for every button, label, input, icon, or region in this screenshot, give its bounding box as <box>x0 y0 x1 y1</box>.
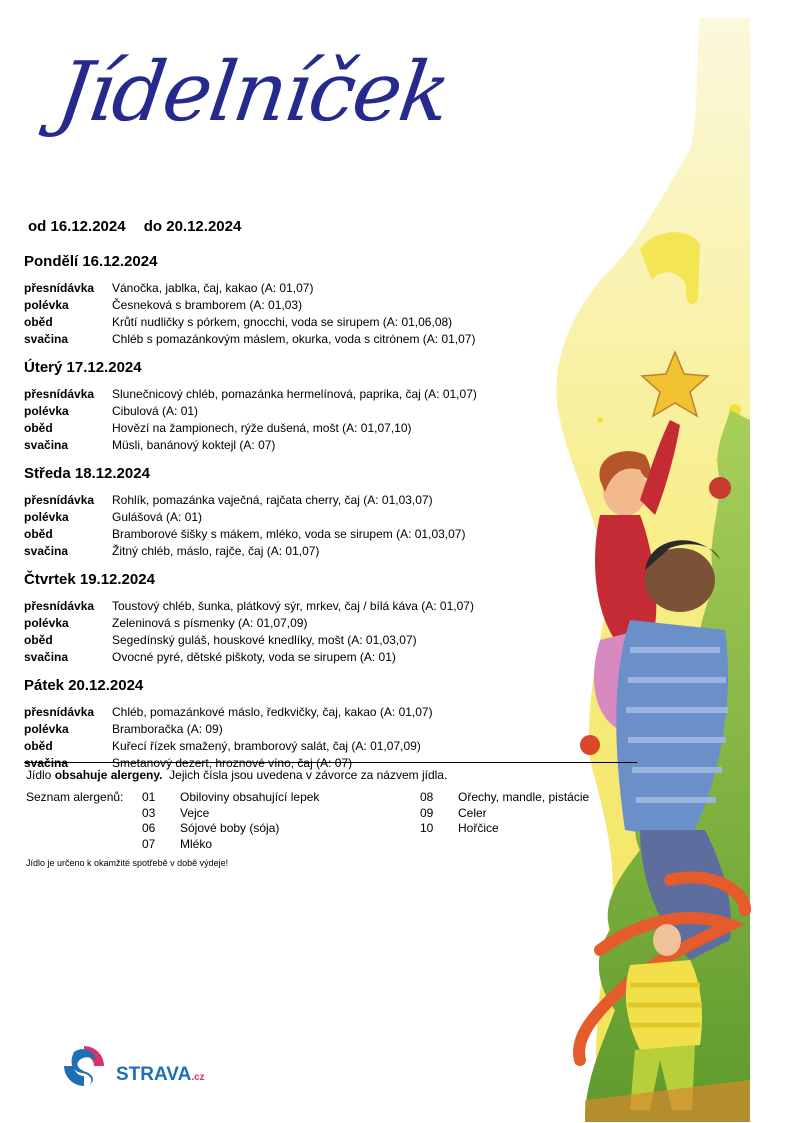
allergen-number: 10 <box>420 821 434 835</box>
notice-bold: obsahuje alergeny. <box>54 768 163 782</box>
footnote: Jídlo je určeno k okamžité spotřebě v době výdeje! <box>26 858 229 868</box>
allergen-number: 03 <box>142 805 156 820</box>
meal-label: polévka <box>24 616 69 630</box>
meal-text: Zeleninová s písmenky (A: 01,07,09) <box>112 616 308 630</box>
ornament-icon <box>709 477 731 499</box>
allergen-number: 07 <box>142 836 156 851</box>
allergen-number: 09 <box>420 805 434 820</box>
allergen-item <box>142 821 319 837</box>
allergen-list-label: Seznam alergenů: <box>26 790 124 804</box>
meal-row <box>24 420 584 437</box>
meal-label: oběd <box>24 739 53 753</box>
meal-label: polévka <box>24 298 69 312</box>
meal-text: Cibulová (A: 01) <box>112 404 199 418</box>
day-title: Čtvrtek 19.12.2024 <box>24 571 155 588</box>
meal-row <box>24 314 584 331</box>
meal-label: polévka <box>24 510 69 524</box>
day-title: Středa 18.12.2024 <box>24 465 150 482</box>
meal-row <box>24 738 584 755</box>
allergen-name: Sójové boby (sója) <box>180 821 280 835</box>
meal-row <box>24 331 584 348</box>
meal-text: Krůtí nudličky s pórkem, gnocchi, voda se sirupem (A: 01,06,08) <box>112 315 453 329</box>
day-title: Pondělí 16.12.2024 <box>24 253 158 270</box>
allergen-item <box>420 790 589 806</box>
meal-text: Slunečnicový chléb, pomazánka hermelínová, paprika, čaj (A: 01,07) <box>112 387 477 401</box>
child-bottom-head <box>653 924 681 956</box>
allergen-number: 08 <box>420 790 434 804</box>
meal-label: přesnídávka <box>24 281 95 295</box>
meal-text: Toustový chléb, šunka, plátkový sýr, mrkev, čaj / bílá káva (A: 01,07) <box>112 599 474 613</box>
meal-label: svačina <box>24 650 69 664</box>
meal-text: Bramborové šišky s mákem, mléko, voda se sirupem (A: 01,03,07) <box>112 527 466 541</box>
weekly-menu <box>24 252 584 782</box>
splash-dot-3 <box>597 417 603 423</box>
allergen-number: 01 <box>142 790 156 804</box>
meal-label: přesnídávka <box>24 599 95 613</box>
meal-row <box>24 543 584 560</box>
allergen-name: Obiloviny obsahující lepek <box>180 790 320 804</box>
day-title: Úterý 17.12.2024 <box>24 359 142 376</box>
meal-text: Gulášová (A: 01) <box>112 510 203 524</box>
meal-label: svačina <box>24 332 69 346</box>
meal-row <box>24 403 584 420</box>
meal-label: přesnídávka <box>24 387 95 401</box>
meal-row <box>24 437 584 454</box>
day-section-wednesday <box>24 464 584 560</box>
meal-text: Ovocné pyré, dětské piškoty, voda se sirupem (A: 01) <box>112 650 396 664</box>
allergen-column-left <box>142 790 319 852</box>
allergen-name: Hořčice <box>458 821 499 835</box>
date-range <box>28 218 255 235</box>
meal-label: přesnídávka <box>24 493 95 507</box>
meal-label: polévka <box>24 404 69 418</box>
meal-label: oběd <box>24 633 53 647</box>
meal-text: Chléb s pomazánkovým máslem, okurka, voda s citrónem (A: 01,07) <box>112 332 476 346</box>
meal-text: Rohlík, pomazánka vaječná, rajčata cherry, čaj (A: 01,03,07) <box>112 493 433 507</box>
meal-row <box>24 704 584 721</box>
meal-text: Müsli, banánový koktejl (A: 07) <box>112 438 276 452</box>
meal-row <box>24 509 584 526</box>
strava-logo-text[interactable] <box>116 1064 205 1086</box>
divider-line <box>24 762 637 763</box>
allergen-number: 06 <box>142 821 156 835</box>
day-section-monday <box>24 252 584 348</box>
strava-logo-icon <box>60 1042 108 1090</box>
allergen-name: Ořechy, mandle, pistácie <box>458 790 590 804</box>
meal-text: Smetanový dezert, hroznové víno, čaj (A: 07) <box>112 756 353 770</box>
allergen-column-right <box>420 790 589 837</box>
meal-row <box>24 297 584 314</box>
allergen-name: Vejce <box>180 805 210 820</box>
meal-label: přesnídávka <box>24 705 95 719</box>
allergen-item <box>142 806 319 822</box>
meal-text: Segedínský guláš, houskové knedlíky, mošt (A: 01,03,07) <box>112 633 417 647</box>
notice-rest: Jejich čísla jsou uvedena v závorce za názvem jídla. <box>162 768 448 782</box>
meal-text: Hovězí na žampionech, rýže dušená, mošt (A: 01,07,10) <box>112 421 412 435</box>
logo-suffix: .cz <box>191 1072 205 1083</box>
meal-text: Bramboračka (A: 09) <box>112 722 223 736</box>
meal-row <box>24 386 584 403</box>
meal-text: Kuřecí řízek smažený, bramborový salát, čaj (A: 01,07,09) <box>112 739 421 753</box>
day-section-tuesday <box>24 358 584 454</box>
allergen-name: Mléko <box>180 836 213 851</box>
day-section-friday <box>24 676 584 772</box>
logo-name: STRAVA <box>116 1064 192 1085</box>
meal-row <box>24 598 584 615</box>
allergen-item <box>142 837 319 853</box>
meal-row <box>24 280 584 297</box>
meal-text: Chléb, pomazánkové máslo, ředkvičky, čaj, kakao (A: 01,07) <box>112 705 433 719</box>
allergen-item <box>142 790 319 806</box>
allergen-item <box>420 821 589 837</box>
day-title: Pátek 20.12.2024 <box>24 677 144 694</box>
meal-row <box>24 721 584 738</box>
day-section-thursday <box>24 570 584 666</box>
date-from: od 16.12.2024 <box>28 218 126 235</box>
meal-row <box>24 615 584 632</box>
meal-label: oběd <box>24 315 53 329</box>
allergen-item <box>420 806 589 822</box>
meal-label: oběd <box>24 527 53 541</box>
meal-label: svačina <box>24 438 69 452</box>
date-to: do 20.12.2024 <box>143 218 242 235</box>
meal-row <box>24 632 584 649</box>
meal-label: oběd <box>24 421 53 435</box>
allergen-name: Celer <box>458 805 487 820</box>
meal-label: svačina <box>24 544 69 558</box>
meal-text: Česneková s bramborem (A: 01,03) <box>112 298 303 312</box>
meal-text: Žitný chléb, máslo, rajče, čaj (A: 01,07) <box>112 544 320 558</box>
meal-row <box>24 649 584 666</box>
meal-row <box>24 526 584 543</box>
meal-label: polévka <box>24 722 69 736</box>
meal-label: svačina <box>24 756 69 770</box>
meal-text: Vánočka, jablka, čaj, kakao (A: 01,07) <box>112 281 314 295</box>
notice-prefix: Jídlo <box>26 768 55 782</box>
meal-row <box>24 492 584 509</box>
page-title: Jídelníček <box>51 45 455 140</box>
allergen-notice <box>26 768 447 782</box>
